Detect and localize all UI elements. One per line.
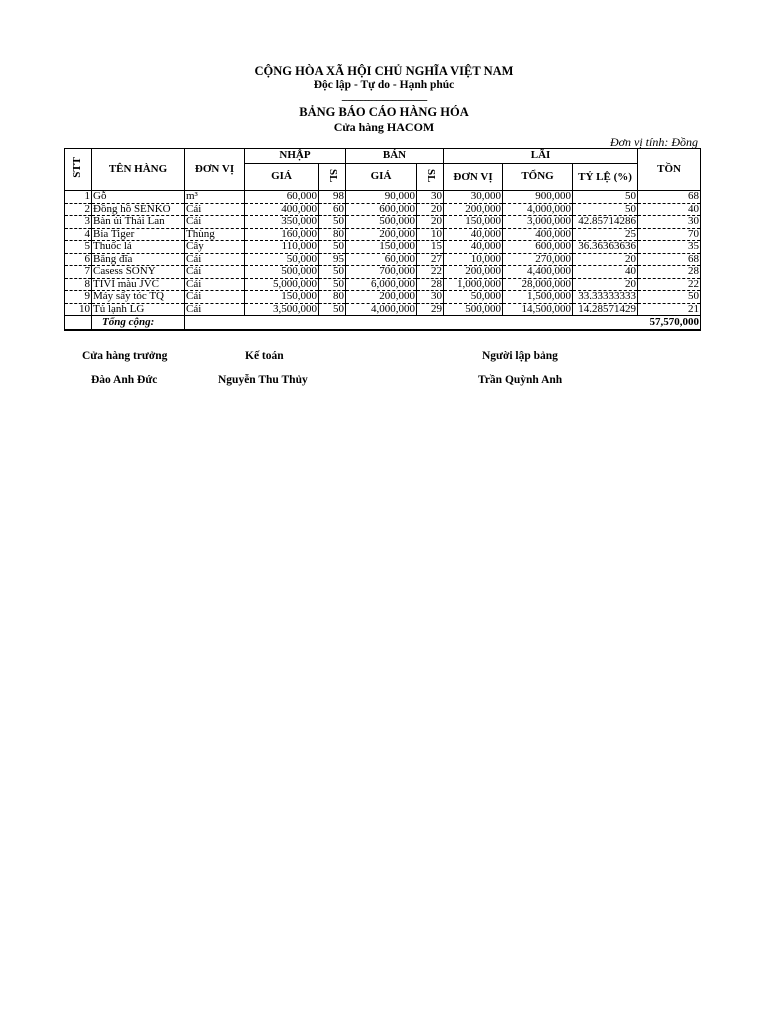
cell-ten-hang: TIVI màu JVC <box>92 278 185 291</box>
signature-name-store-manager: Đào Anh Đức <box>91 374 158 386</box>
cell-gia-ban: 6,000,000 <box>346 278 417 291</box>
cell-don-vi: Cây <box>185 241 245 254</box>
cell-gia-ban: 90,000 <box>346 191 417 204</box>
cell-lai-tong: 600,000 <box>503 241 573 254</box>
total-label: Tổng cộng: <box>92 316 185 331</box>
cell-don-vi: Cái <box>185 291 245 304</box>
cell-ton: 68 <box>638 191 701 204</box>
cell-ten-hang: Băng đĩa <box>92 253 185 266</box>
cell-lai-don-vi: 150,000 <box>444 216 503 229</box>
cell-lai-tong: 900,000 <box>503 191 573 204</box>
cell-ten-hang: Máy sấy tóc TQ <box>92 291 185 304</box>
cell-sl-ban: 27 <box>417 253 444 266</box>
cell-ty-le: 50 <box>573 191 638 204</box>
report-title: BẢNG BÁO CÁO HÀNG HÓA <box>299 105 469 119</box>
store-name: Cửa hàng HACOM <box>333 120 435 134</box>
table-row <box>65 203 701 216</box>
header-ban: BÁN <box>346 149 444 164</box>
cell-ty-le: 50 <box>573 203 638 216</box>
total-value: 57,570,000 <box>185 316 701 331</box>
cell-stt: 1 <box>65 191 92 204</box>
header-ty-le: TỶ LỆ (%) <box>573 164 638 191</box>
cell-don-vi: Cái <box>185 266 245 279</box>
header-sl-nhap: SL <box>319 164 346 191</box>
cell-sl-nhap: 50 <box>319 278 346 291</box>
cell-lai-don-vi: 200,000 <box>444 266 503 279</box>
cell-don-vi: Cái <box>185 216 245 229</box>
cell-sl-ban: 30 <box>417 291 444 304</box>
cell-don-vi: Cái <box>185 203 245 216</box>
cell-ton: 21 <box>638 303 701 316</box>
total-stt-cell <box>65 316 92 331</box>
cell-ty-le: 33.33333333 <box>573 291 638 304</box>
cell-lai-tong: 400,000 <box>503 228 573 241</box>
heading-divider: -------------------------------- <box>341 94 427 106</box>
cell-don-vi: Thùng <box>185 228 245 241</box>
cell-sl-ban: 22 <box>417 266 444 279</box>
cell-gia-nhap: 350,000 <box>245 216 319 229</box>
cell-ton: 22 <box>638 278 701 291</box>
cell-ten-hang: Bàn ủi Thái Lan <box>92 216 185 229</box>
cell-lai-tong: 3,000,000 <box>503 216 573 229</box>
cell-gia-nhap: 3,500,000 <box>245 303 319 316</box>
cell-stt: 8 <box>65 278 92 291</box>
header-lai-don-vi: ĐƠN VỊ <box>444 164 503 191</box>
cell-ty-le: 42.85714286 <box>573 216 638 229</box>
cell-lai-don-vi: 30,000 <box>444 191 503 204</box>
cell-ty-le: 14.28571429 <box>573 303 638 316</box>
table-row <box>65 266 701 279</box>
cell-sl-nhap: 60 <box>319 203 346 216</box>
cell-lai-don-vi: 1,000,000 <box>444 278 503 291</box>
cell-gia-ban: 500,000 <box>346 216 417 229</box>
header-ton: TỒN <box>638 149 701 191</box>
cell-ten-hang: Bia Tiger <box>92 228 185 241</box>
cell-gia-nhap: 5,000,000 <box>245 278 319 291</box>
cell-lai-tong: 4,000,000 <box>503 203 573 216</box>
table-row <box>65 278 701 291</box>
signature-role-preparer: Người lập bảng <box>482 350 558 362</box>
motto: Độc lập - Tự do - Hạnh phúc <box>313 79 455 91</box>
cell-lai-tong: 14,500,000 <box>503 303 573 316</box>
header-lai-tong: TỔNG <box>503 164 573 191</box>
header-sl-ban: SL <box>417 164 444 191</box>
header-nhap: NHẬP <box>245 149 346 164</box>
cell-gia-ban: 150,000 <box>346 241 417 254</box>
cell-gia-nhap: 160,000 <box>245 228 319 241</box>
table-body <box>65 191 701 331</box>
cell-gia-ban: 600,000 <box>346 203 417 216</box>
cell-ty-le: 40 <box>573 266 638 279</box>
cell-sl-nhap: 98 <box>319 191 346 204</box>
header-don-vi: ĐƠN VỊ <box>185 149 245 191</box>
cell-stt: 10 <box>65 303 92 316</box>
cell-don-vi: Cái <box>185 303 245 316</box>
signature-role-accountant: Kế toán <box>245 350 284 362</box>
cell-ten-hang: Tủ lạnh LG <box>92 303 185 316</box>
table-row <box>65 303 701 316</box>
table-row <box>65 216 701 229</box>
cell-gia-ban: 700,000 <box>346 266 417 279</box>
cell-ton: 70 <box>638 228 701 241</box>
cell-sl-nhap: 50 <box>319 266 346 279</box>
header-lai: LÃI <box>444 149 638 164</box>
cell-ton: 28 <box>638 266 701 279</box>
table-row <box>65 228 701 241</box>
currency-unit: Đơn vị tính: Đồng <box>609 135 698 149</box>
cell-gia-nhap: 110,000 <box>245 241 319 254</box>
cell-don-vi: Cái <box>185 253 245 266</box>
cell-ton: 68 <box>638 253 701 266</box>
cell-ten-hang: Thuốc lá <box>92 241 185 254</box>
cell-ty-le: 25 <box>573 228 638 241</box>
cell-gia-nhap: 400,000 <box>245 203 319 216</box>
cell-lai-don-vi: 500,000 <box>444 303 503 316</box>
cell-sl-ban: 20 <box>417 216 444 229</box>
cell-sl-ban: 10 <box>417 228 444 241</box>
header-gia-nhap: GIÁ <box>245 164 319 191</box>
cell-don-vi: Cái <box>185 278 245 291</box>
cell-sl-nhap: 80 <box>319 291 346 304</box>
cell-ty-le: 36.36363636 <box>573 241 638 254</box>
cell-stt: 6 <box>65 253 92 266</box>
cell-ten-hang: Gỗ <box>92 191 185 204</box>
cell-gia-nhap: 50,000 <box>245 253 319 266</box>
table-row <box>65 191 701 204</box>
total-row <box>65 316 701 331</box>
cell-sl-ban: 28 <box>417 278 444 291</box>
cell-gia-nhap: 60,000 <box>245 191 319 204</box>
cell-lai-tong: 1,500,000 <box>503 291 573 304</box>
cell-stt: 3 <box>65 216 92 229</box>
cell-stt: 2 <box>65 203 92 216</box>
cell-lai-don-vi: 200,000 <box>444 203 503 216</box>
cell-sl-ban: 20 <box>417 203 444 216</box>
cell-ten-hang: Đồng hồ SENKO <box>92 203 185 216</box>
header-ten-hang: TÊN HÀNG <box>92 149 185 191</box>
table-row <box>65 241 701 254</box>
cell-lai-tong: 270,000 <box>503 253 573 266</box>
cell-ton: 40 <box>638 203 701 216</box>
cell-ton: 35 <box>638 241 701 254</box>
cell-gia-ban: 60,000 <box>346 253 417 266</box>
cell-don-vi: m³ <box>185 191 245 204</box>
cell-stt: 5 <box>65 241 92 254</box>
cell-ty-le: 20 <box>573 253 638 266</box>
cell-lai-don-vi: 10,000 <box>444 253 503 266</box>
table-row <box>65 291 701 304</box>
cell-lai-don-vi: 40,000 <box>444 228 503 241</box>
country-heading: CỘNG HÒA XÃ HỘI CHỦ NGHĨA VIỆT NAM <box>254 64 514 78</box>
cell-stt: 4 <box>65 228 92 241</box>
cell-gia-ban: 4,000,000 <box>346 303 417 316</box>
cell-stt: 9 <box>65 291 92 304</box>
cell-sl-nhap: 50 <box>319 303 346 316</box>
cell-sl-nhap: 50 <box>319 216 346 229</box>
cell-ton: 30 <box>638 216 701 229</box>
cell-gia-nhap: 150,000 <box>245 291 319 304</box>
cell-gia-ban: 200,000 <box>346 291 417 304</box>
goods-report-table <box>64 148 701 331</box>
cell-lai-don-vi: 50,000 <box>444 291 503 304</box>
cell-sl-ban: 30 <box>417 191 444 204</box>
cell-lai-tong: 4,400,000 <box>503 266 573 279</box>
cell-lai-don-vi: 40,000 <box>444 241 503 254</box>
cell-gia-ban: 200,000 <box>346 228 417 241</box>
cell-sl-nhap: 50 <box>319 241 346 254</box>
header-stt: STT <box>65 149 92 191</box>
signature-name-preparer: Trần Quỳnh Anh <box>478 374 563 386</box>
signature-role-store-manager: Cửa hàng trưởng <box>82 350 168 362</box>
cell-ten-hang: Casess SONY <box>92 266 185 279</box>
cell-gia-nhap: 500,000 <box>245 266 319 279</box>
cell-sl-ban: 29 <box>417 303 444 316</box>
cell-ton: 50 <box>638 291 701 304</box>
signature-name-accountant: Nguyễn Thu Thủy <box>218 374 308 386</box>
table-row <box>65 253 701 266</box>
cell-sl-nhap: 95 <box>319 253 346 266</box>
cell-ty-le: 20 <box>573 278 638 291</box>
cell-sl-nhap: 80 <box>319 228 346 241</box>
cell-sl-ban: 15 <box>417 241 444 254</box>
cell-lai-tong: 28,000,000 <box>503 278 573 291</box>
cell-stt: 7 <box>65 266 92 279</box>
header-gia-ban: GIÁ <box>346 164 417 191</box>
